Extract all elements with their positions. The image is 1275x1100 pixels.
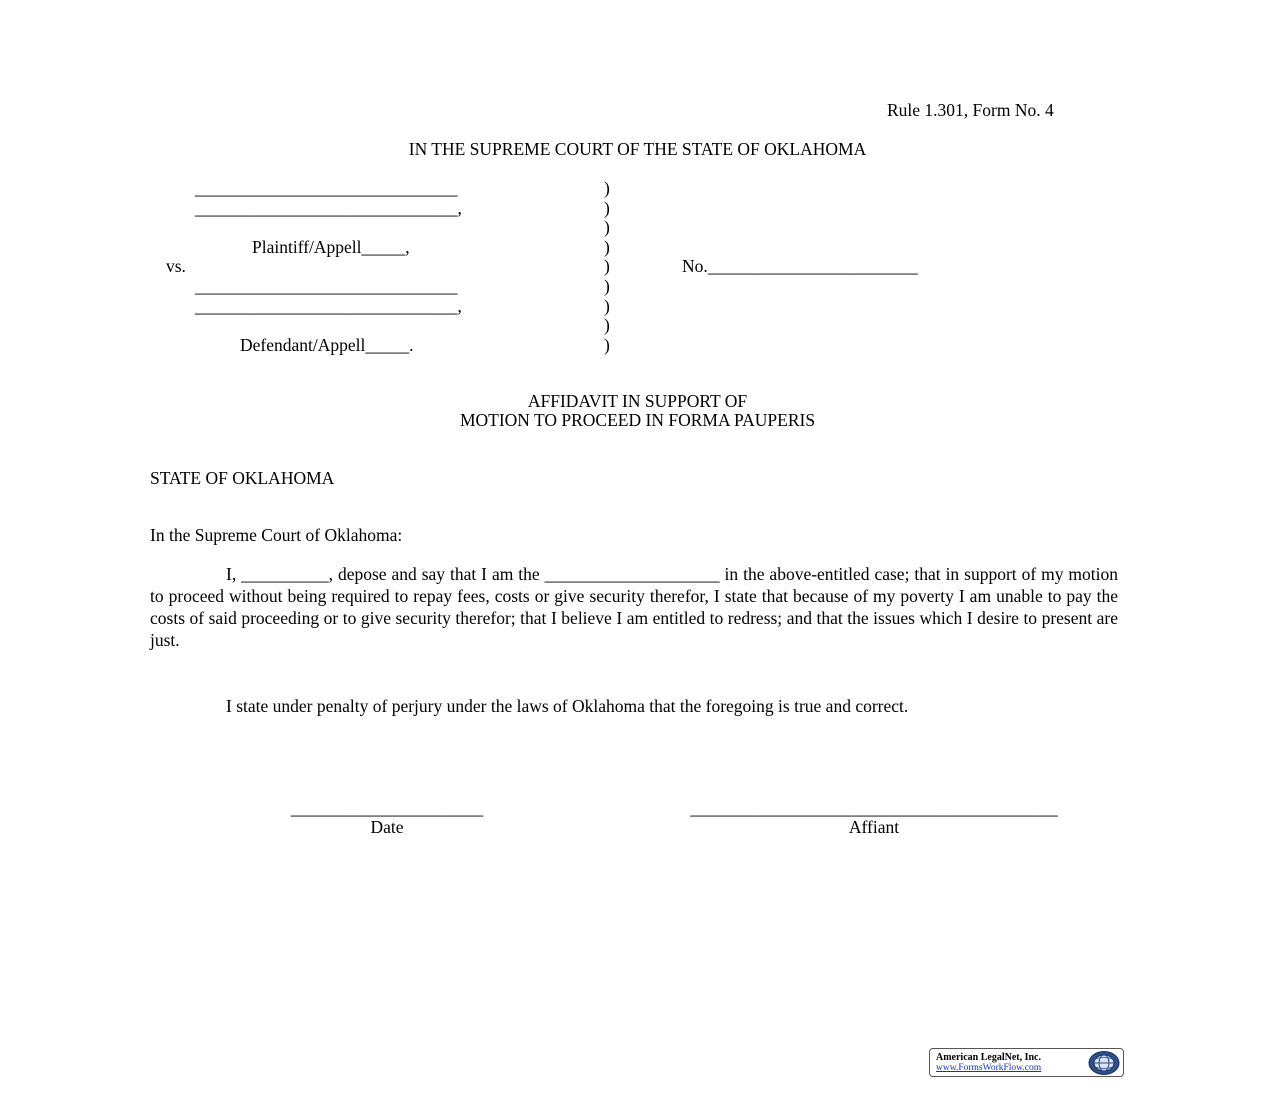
affiant-label: Affiant bbox=[848, 817, 900, 837]
caption-paren: ) bbox=[604, 217, 610, 237]
logo-company-name: American LegalNet, Inc. bbox=[936, 1052, 1041, 1063]
affidavit-paragraph-1 bbox=[150, 563, 1118, 651]
salutation: In the Supreme Court of Oklahoma: bbox=[150, 525, 403, 545]
plaintiff-name-line-1[interactable]: ______________________________ bbox=[195, 178, 458, 198]
caption-paren: ) bbox=[604, 237, 610, 257]
paragraph-2-text: I state under penalty of perjury under the laws of Oklahoma that the foregoing is true and correct. bbox=[226, 696, 909, 716]
caption-paren: ) bbox=[604, 256, 610, 276]
document-title-line-2: MOTION TO PROCEED IN FORMA PAUPERIS bbox=[459, 410, 816, 430]
paragraph-1-text: I, __________, depose and say that I am the ____________________ in the above-entitled case; that in support of my motion to proceed without being required to repay fees, costs or give security therefor, I state that because of my poverty I am unable to pay the costs of said proceeding or to give security therefor; that I believe I am entitled to redress; and that the issues which I desire to present are just. bbox=[150, 564, 1118, 650]
caption-paren: ) bbox=[604, 296, 610, 316]
document-title-line-1: AFFIDAVIT IN SUPPORT OF bbox=[527, 391, 748, 411]
date-signature-line[interactable]: ______________________ bbox=[290, 798, 484, 818]
logo-website-link[interactable]: www.FormsWorkFlow.com bbox=[936, 1063, 1042, 1073]
affiant-signature-line[interactable]: __________________________________________ bbox=[690, 798, 1058, 818]
plaintiff-name-line-2[interactable]: ______________________________, bbox=[195, 198, 462, 218]
court-heading: IN THE SUPREME COURT OF THE STATE OF OKLAHOMA bbox=[408, 139, 867, 159]
american-legalnet-logo[interactable] bbox=[929, 1048, 1124, 1077]
caption-paren: ) bbox=[604, 178, 610, 198]
defendant-label: Defendant/Appell_____. bbox=[240, 335, 414, 355]
case-number-field[interactable]: No.________________________ bbox=[682, 256, 918, 276]
form-reference: Rule 1.301, Form No. 4 bbox=[887, 100, 1054, 120]
caption-paren: ) bbox=[604, 198, 610, 218]
plaintiff-label: Plaintiff/Appell_____, bbox=[252, 237, 410, 257]
caption-paren: ) bbox=[604, 335, 610, 355]
globe-icon bbox=[1087, 1050, 1121, 1076]
versus-label: vs. bbox=[166, 256, 186, 276]
defendant-name-line-2[interactable]: ______________________________, bbox=[195, 296, 462, 316]
caption-paren: ) bbox=[604, 276, 610, 296]
venue-state: STATE OF OKLAHOMA bbox=[150, 468, 335, 488]
date-label: Date bbox=[370, 817, 404, 837]
defendant-name-line-1[interactable]: ______________________________ bbox=[195, 276, 458, 296]
affidavit-paragraph-2 bbox=[150, 695, 1118, 717]
caption-paren: ) bbox=[604, 315, 610, 335]
